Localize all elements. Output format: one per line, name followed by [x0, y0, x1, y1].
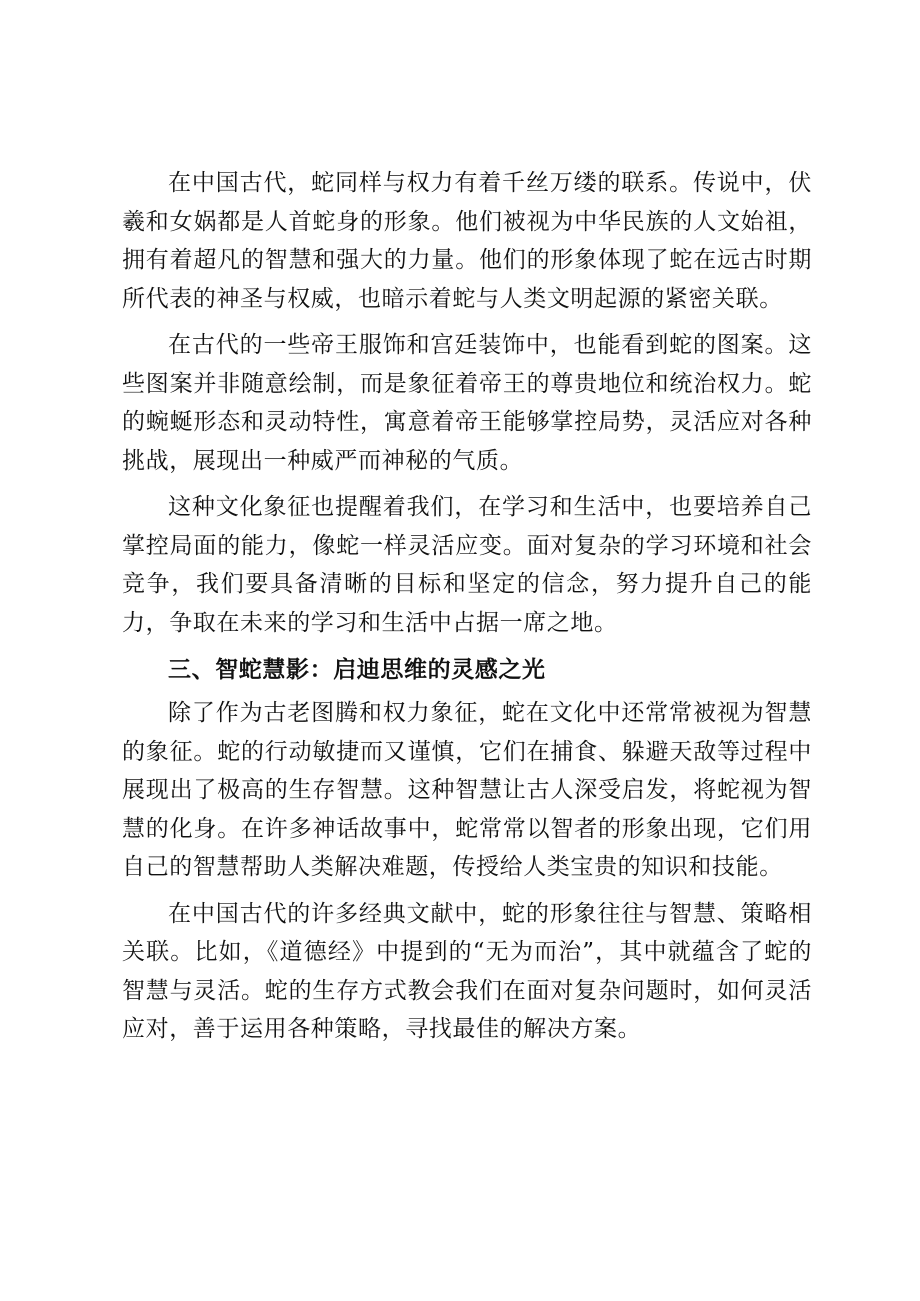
document-body [122, 164, 812, 1049]
paragraph-wisdom-symbol: 除了作为古老图腾和权力象征，蛇在文化中还常常被视为智慧的象征。蛇的行动敏捷而又谨慎，它们在捕食、躲避天敌等过程中展现出了极高的生存智慧。这种智慧让古人深受启发，将蛇视为智慧的化身。在许多神话故事中，蛇常常以智者的形象出现，它们用自己的智慧帮助人类解决难题，传授给人类宝贵的知识和技能。 [122, 700, 812, 880]
paragraph-classic-texts: 在中国古代的许多经典文献中，蛇的形象往往与智慧、策略相关联。比如，《道德经》中提到的“无为而治”，其中就蕴含了蛇的智慧与灵活。蛇的生存方式教会我们在面对复杂问题时，如何灵活应对，善于运用各种策略，寻找最佳的解决方案。 [122, 900, 812, 1042]
paragraph-cultural-reminder: 这种文化象征也提醒着我们，在学习和生活中，也要培养自己掌控局面的能力，像蛇一样灵活应变。面对复杂的学习环境和社会竞争，我们要具备清晰的目标和坚定的信念，努力提升自己的能力，争取在未来的学习和生活中占据一席之地。 [122, 494, 812, 636]
paragraph-ancient-power: 在中国古代，蛇同样与权力有着千丝万缕的联系。传说中，伏羲和女娲都是人首蛇身的形象。他们被视为中华民族的人文始祖，拥有着超凡的智慧和强大的力量。他们的形象体现了蛇在远古时期所代表的神圣与权威，也暗示着蛇与人类文明起源的紧密关联。 [122, 170, 812, 312]
section-heading: 三、智蛇慧影：启迪思维的灵感之光 [168, 657, 546, 683]
paragraph-imperial-patterns: 在古代的一些帝王服饰和宫廷装饰中，也能看到蛇的图案。这些图案并非随意绘制，而是象征着帝王的尊贵地位和统治权力。蛇的蜿蜒形态和灵动特性，寓意着帝王能够掌控局势，灵活应对各种挑战，展现出一种威严而神秘的气质。 [122, 332, 812, 474]
